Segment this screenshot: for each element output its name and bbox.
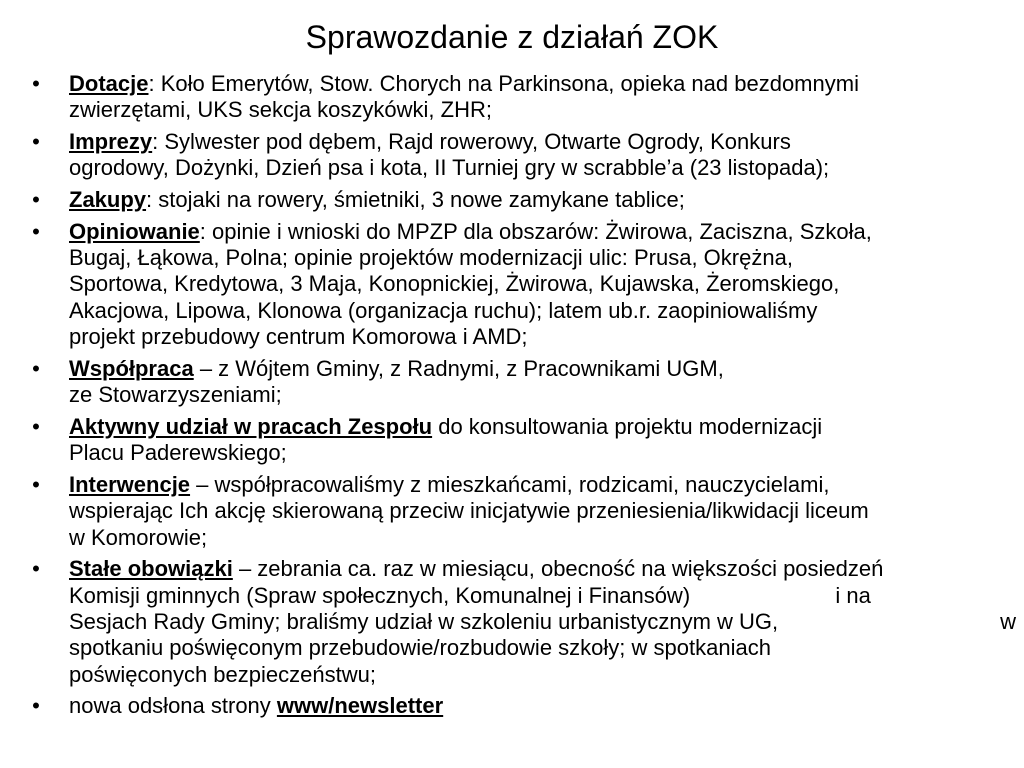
item-line: projekt przebudowy centrum Komorowa i AMD; bbox=[69, 324, 528, 350]
item-line: Bugaj, Łąkowa, Polna; opinie projektów modernizacji ulic: Prusa, Okrężna, bbox=[69, 245, 793, 270]
item-line bbox=[69, 472, 1016, 498]
item-line bbox=[69, 187, 1016, 213]
item-text: : Koło Emerytów, Stow. Chorych na Parkinsona, opieka nad bezdomnymi bbox=[148, 71, 859, 96]
item-line: ze Stowarzyszeniami; bbox=[69, 382, 282, 408]
bullet-icon: • bbox=[32, 129, 40, 154]
item-text: do konsultowania projektu modernizacji bbox=[432, 413, 823, 439]
list-item-wspolpraca bbox=[26, 356, 1016, 409]
item-text: w bbox=[1000, 609, 1016, 635]
item-line bbox=[69, 71, 1016, 97]
item-keyword: Współpraca bbox=[69, 355, 194, 381]
item-text: – współpracowaliśmy z mieszkańcami, rodzicami, nauczycielami, bbox=[190, 471, 830, 497]
item-text: : stojaki na rowery, śmietniki, 3 nowe zamykane tablice; bbox=[146, 187, 685, 212]
item-line: zwierzętami, UKS sekcja koszykówki, ZHR; bbox=[69, 97, 492, 123]
list-item-aktywny-udzial bbox=[26, 414, 1016, 467]
item-keyword: Interwencje bbox=[69, 471, 191, 497]
slide-title: Sprawozdanie z działań ZOK bbox=[305, 19, 719, 55]
list-item-imprezy bbox=[26, 129, 1016, 182]
bullet-icon: • bbox=[32, 218, 40, 244]
item-keyword: Stałe obowiązki bbox=[69, 556, 233, 582]
list-item-interwencje bbox=[26, 472, 1016, 551]
item-text: Komisji gminnych (Spraw społecznych, Komunalnej i Finansów) bbox=[69, 582, 691, 608]
item-text: : Sylwester pod dębem, Rajd rowerowy, Otwarte Ogrody, Konkurs bbox=[152, 129, 791, 154]
item-text: i na bbox=[835, 582, 871, 608]
item-keyword: Aktywny udział w pracach Zespołu bbox=[69, 413, 433, 439]
item-keyword: Dotacje bbox=[69, 71, 149, 96]
bullet-icon: • bbox=[32, 71, 40, 96]
item-line bbox=[69, 414, 1016, 440]
bullet-icon: • bbox=[32, 556, 40, 582]
newsletter-link[interactable]: www/newsletter bbox=[276, 693, 444, 719]
item-line bbox=[69, 609, 1016, 635]
item-line: Akacjowa, Lipowa, Klonowa (organizacja ruchu); latem ub.r. zaopiniowaliśmy bbox=[69, 297, 818, 323]
list-item-stale-obowiazki bbox=[26, 556, 1016, 688]
bullet-icon: • bbox=[32, 355, 40, 381]
item-line bbox=[69, 693, 1016, 719]
item-text: : opinie i wnioski do MPZP dla obszarów: Żwirowa, Zaciszna, Szkoła, bbox=[199, 218, 872, 244]
item-line bbox=[69, 556, 1016, 582]
list-item-newsletter bbox=[26, 693, 1016, 719]
bullet-icon: • bbox=[32, 471, 40, 497]
item-line bbox=[69, 219, 1016, 245]
bullet-icon: • bbox=[32, 187, 40, 212]
item-text: – z Wójtem Gminy, z Radnymi, z Pracownikami UGM, bbox=[193, 355, 724, 381]
item-keyword: Zakupy bbox=[69, 187, 147, 212]
item-line bbox=[69, 129, 1016, 155]
bullet-icon: • bbox=[32, 693, 40, 719]
list-item-dotacje bbox=[26, 71, 1016, 124]
item-keyword: Opiniowanie bbox=[69, 218, 200, 244]
item-line: Sportowa, Kredytowa, 3 Maja, Konopnickiej, Żwirowa, Kujawska, Żeromskiego, bbox=[69, 271, 840, 297]
item-line: poświęconych bezpieczeństwu; bbox=[69, 661, 376, 687]
item-line bbox=[69, 583, 1016, 609]
bullet-icon: • bbox=[32, 413, 40, 439]
item-line: Placu Paderewskiego; bbox=[69, 440, 287, 466]
item-line: spotkaniu poświęconym przebudowie/rozbudowie szkoły; w spotkaniach bbox=[69, 635, 771, 661]
list-item-zakupy bbox=[26, 187, 1016, 213]
bullet-list bbox=[26, 71, 1016, 725]
item-text: Sesjach Rady Gminy; braliśmy udział w szkoleniu urbanistycznym w UG, bbox=[69, 609, 779, 635]
list-item-opiniowanie bbox=[26, 219, 1016, 351]
item-line: wspierając Ich akcję skierowaną przeciw inicjatywie przeniesienia/likwidacji liceum bbox=[69, 498, 869, 524]
item-line: w Komorowie; bbox=[69, 524, 208, 550]
item-line: ogrodowy, Dożynki, Dzień psa i kota, II Turniej gry w scrabble’a (23 listopada); bbox=[69, 155, 830, 181]
item-keyword: Imprezy bbox=[69, 129, 153, 154]
item-line bbox=[69, 356, 1016, 382]
item-text: – zebrania ca. raz w miesiącu, obecność na większości posiedzeń bbox=[232, 556, 884, 582]
item-text: nowa odsłona strony bbox=[69, 693, 277, 719]
